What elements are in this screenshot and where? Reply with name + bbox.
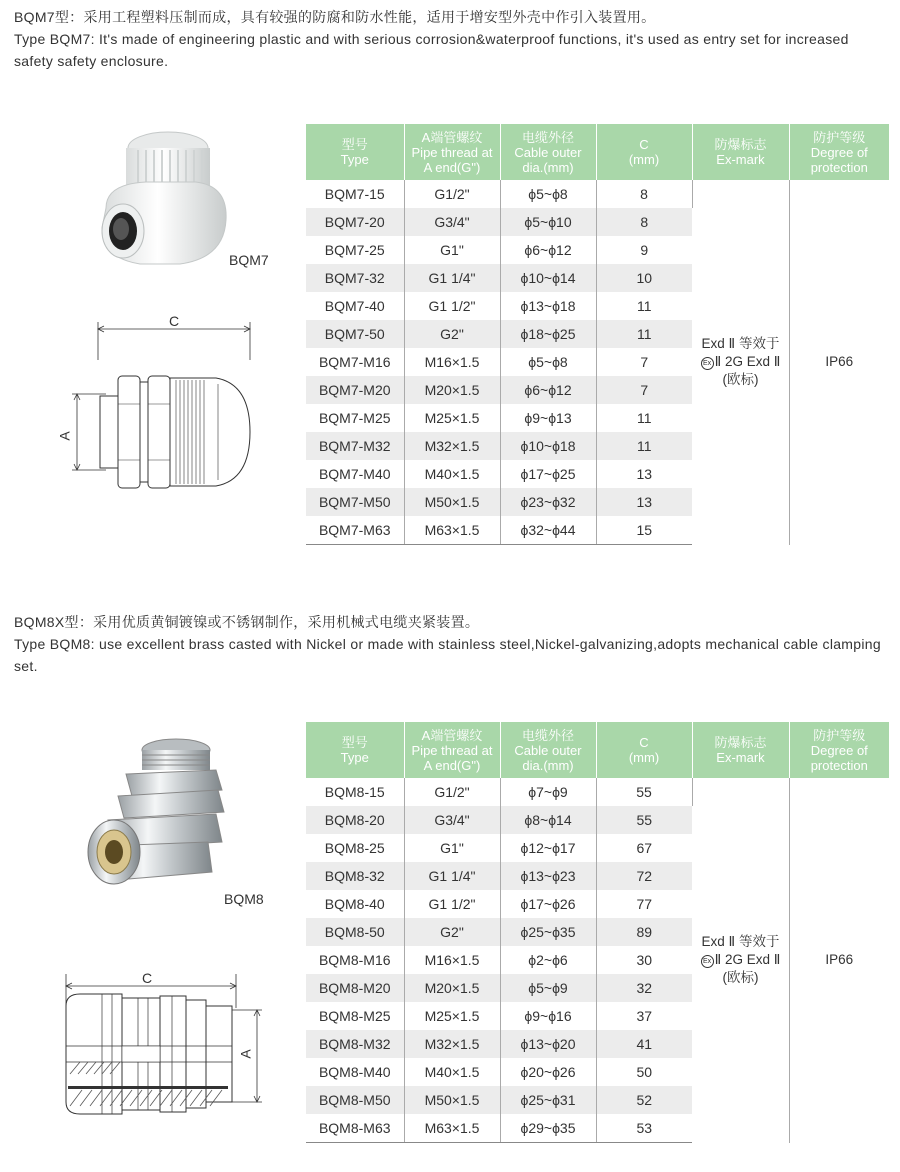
cell-type: BQM7-M16 — [306, 348, 404, 376]
cell-cable: ϕ6~ϕ12 — [500, 236, 596, 264]
cell-cable: ϕ6~ϕ12 — [500, 376, 596, 404]
header-type: 型号 Type — [306, 124, 404, 180]
cell-thread: G2" — [404, 320, 500, 348]
cell-type: BQM7-32 — [306, 264, 404, 292]
bqm8-product-image — [76, 734, 236, 894]
bqm8-intro-en: Type BQM8: use excellent brass casted with Nickel or made with stainless steel,Nickel-galvanizing,adopts mechanical cable clamping set. — [14, 636, 881, 674]
header-ex-mark: 防爆标志 Ex-mark — [692, 722, 789, 778]
cell-thread: M25×1.5 — [404, 404, 500, 432]
cell-c: 13 — [596, 488, 692, 516]
cell-cable: ϕ17~ϕ26 — [500, 890, 596, 918]
cell-c: 41 — [596, 1030, 692, 1058]
cell-thread: G1" — [404, 834, 500, 862]
cell-type: BQM7-M63 — [306, 516, 404, 545]
ex-mark-line3: (欧标) — [722, 372, 759, 388]
cell-c: 11 — [596, 432, 692, 460]
header-ex-mark: 防爆标志 Ex-mark — [692, 124, 789, 180]
cell-type: BQM8-M16 — [306, 946, 404, 974]
cell-c: 55 — [596, 806, 692, 834]
cell-cable: ϕ32~ϕ44 — [500, 516, 596, 545]
cell-cable: ϕ25~ϕ31 — [500, 1086, 596, 1114]
cell-c: 15 — [596, 516, 692, 545]
ex-mark-line2: Ex Ⅱ 2G Exd Ⅱ — [693, 951, 789, 969]
cell-thread: G3/4" — [404, 208, 500, 236]
cell-cable: ϕ25~ϕ35 — [500, 918, 596, 946]
cell-c: 11 — [636, 298, 652, 314]
cell-thread: M63×1.5 — [404, 1114, 500, 1143]
cell-cable: ϕ10~ϕ14 — [500, 264, 596, 292]
ex-mark-cell — [692, 180, 789, 545]
ex-mark-line3: (欧标) — [722, 970, 759, 986]
cell-c: 10 — [596, 264, 692, 292]
cell-cable: ϕ23~ϕ32 — [500, 488, 596, 516]
cell-type: BQM7-20 — [306, 208, 404, 236]
cell-thread: G1 1/4" — [404, 264, 500, 292]
cell-cable: ϕ9~ϕ16 — [500, 1002, 596, 1030]
ex-mark-line1: Exd Ⅱ 等效于 — [701, 934, 780, 950]
bqm7-spec-table — [306, 124, 889, 545]
cell-c: 9 — [640, 242, 649, 258]
cell-thread: M63×1.5 — [404, 516, 500, 545]
cell-type: BQM8-M40 — [306, 1058, 404, 1086]
ex-mark-cell — [692, 778, 789, 1143]
cell-cable: ϕ5~ϕ10 — [500, 208, 596, 236]
cell-cable: ϕ13~ϕ18 — [500, 292, 596, 320]
cell-type: BQM7-M50 — [306, 488, 404, 516]
cell-thread: G1/2" — [404, 778, 500, 806]
cell-c: 32 — [596, 974, 692, 1002]
bqm7-dim-a-label: A — [56, 431, 73, 441]
ex-mark-line2: Ex Ⅱ 2G Exd Ⅱ — [693, 353, 789, 371]
header-type: 型号 Type — [306, 722, 404, 778]
table-header-row — [306, 722, 889, 778]
cell-type: BQM8-15 — [306, 778, 404, 806]
header-cable-dia: 电缆外径 Cable outer dia.(mm) — [500, 124, 596, 180]
cell-type: BQM8-M50 — [306, 1086, 404, 1114]
cell-thread: G1 1/2" — [404, 890, 500, 918]
cell-cable: ϕ13~ϕ20 — [500, 1030, 596, 1058]
header-protection: 防护等级 Degree of protection — [789, 722, 889, 778]
cell-c: 11 — [636, 410, 652, 426]
cell-c: 72 — [596, 862, 692, 890]
bqm7-intro-cn: BQM7型：采用工程塑料压制而成，具有较强的防腐和防水性能，适用于增安型外壳中作引入装置用。 — [14, 9, 656, 25]
cell-cable: ϕ5~ϕ8 — [500, 348, 596, 376]
cell-thread: M32×1.5 — [404, 432, 500, 460]
cell-cable: ϕ5~ϕ8 — [500, 180, 596, 208]
cell-thread: G1 1/2" — [404, 292, 500, 320]
cell-thread: M20×1.5 — [404, 376, 500, 404]
cell-thread: M32×1.5 — [404, 1030, 500, 1058]
cell-c: 8 — [596, 180, 692, 208]
cell-c: 30 — [636, 952, 653, 968]
cell-type: BQM8-50 — [306, 918, 404, 946]
cell-c: 53 — [596, 1114, 692, 1143]
bqm7-intro — [14, 6, 886, 72]
cell-c: 77 — [636, 896, 653, 912]
bqm8-intro — [14, 611, 886, 677]
cell-c: 7 — [596, 376, 692, 404]
cell-cable: ϕ13~ϕ23 — [500, 862, 596, 890]
cell-cable: ϕ20~ϕ26 — [500, 1058, 596, 1086]
cell-thread: G3/4" — [404, 806, 500, 834]
cell-c: 11 — [596, 320, 692, 348]
cell-type: BQM7-15 — [306, 180, 404, 208]
cell-thread: M50×1.5 — [404, 1086, 500, 1114]
ex-mark-line1: Exd Ⅱ 等效于 — [701, 336, 780, 352]
cell-thread: M40×1.5 — [404, 460, 500, 488]
cell-cable: ϕ8~ϕ14 — [500, 806, 596, 834]
bqm7-dim-c-label: C — [169, 313, 180, 329]
cell-c: 89 — [596, 918, 692, 946]
cell-cable: ϕ29~ϕ35 — [500, 1114, 596, 1143]
table-row — [306, 778, 889, 806]
cell-thread: M25×1.5 — [404, 1002, 500, 1030]
cell-type: BQM8-M32 — [306, 1030, 404, 1058]
cell-type: BQM8-40 — [306, 890, 404, 918]
cell-thread: M50×1.5 — [404, 488, 500, 516]
cell-cable: ϕ17~ϕ25 — [500, 460, 596, 488]
cell-cable: ϕ18~ϕ25 — [500, 320, 596, 348]
table-row — [306, 180, 889, 208]
cell-type: BQM8-M25 — [306, 1002, 404, 1030]
cell-c: 13 — [636, 466, 653, 482]
cell-thread: G1 1/4" — [404, 862, 500, 890]
header-pipe-thread: A端管螺纹 Pipe thread at A end(G") — [404, 722, 500, 778]
cell-type: BQM8-20 — [306, 806, 404, 834]
bqm8-product-label: BQM8 — [224, 891, 264, 907]
cell-cable: ϕ2~ϕ6 — [500, 946, 596, 974]
cell-cable: ϕ9~ϕ13 — [500, 404, 596, 432]
ex-symbol-icon: Ex — [701, 357, 714, 370]
cell-c: 7 — [640, 354, 649, 370]
ex-symbol-icon: Ex — [701, 955, 714, 968]
header-cable-dia: 电缆外径 Cable outer dia.(mm) — [500, 722, 596, 778]
cell-cable: ϕ5~ϕ9 — [500, 974, 596, 1002]
bqm7-product-image — [88, 128, 238, 278]
header-pipe-thread: A端管螺纹 Pipe thread at A end(G") — [404, 124, 500, 180]
cell-c: 37 — [636, 1008, 653, 1024]
cell-c: 55 — [596, 778, 692, 806]
header-c: C (mm) — [596, 722, 692, 778]
bqm8-dimension-drawing — [52, 966, 268, 1122]
cell-type: BQM8-25 — [306, 834, 404, 862]
cell-thread: M40×1.5 — [404, 1058, 500, 1086]
cell-thread: M16×1.5 — [404, 348, 500, 376]
header-protection: 防护等级 Degree of protection — [789, 124, 889, 180]
cell-thread: M20×1.5 — [404, 974, 500, 1002]
cell-thread: G2" — [404, 918, 500, 946]
cell-type: BQM8-32 — [306, 862, 404, 890]
cell-c: 50 — [636, 1064, 653, 1080]
cell-c: 8 — [596, 208, 692, 236]
bqm8-dim-a-label: A — [237, 1049, 254, 1059]
cell-type: BQM7-M25 — [306, 404, 404, 432]
header-c: C (mm) — [596, 124, 692, 180]
bqm8-spec-table — [306, 722, 889, 1143]
cell-thread: G1/2" — [404, 180, 500, 208]
cell-type: BQM7-25 — [306, 236, 404, 264]
cell-thread: M16×1.5 — [404, 946, 500, 974]
cell-cable: ϕ10~ϕ18 — [500, 432, 596, 460]
bqm8-intro-cn: BQM8X型：采用优质黄铜镀镍或不锈钢制作，采用机械式电缆夹紧装置。 — [14, 614, 480, 630]
cell-cable: ϕ12~ϕ17 — [500, 834, 596, 862]
bqm7-dimension-drawing — [58, 312, 258, 492]
protection-cell: IP66 — [789, 778, 889, 1143]
cell-c: 67 — [636, 840, 653, 856]
cell-type: BQM8-M20 — [306, 974, 404, 1002]
cell-type: BQM8-M63 — [306, 1114, 404, 1143]
bqm7-intro-en: Type BQM7: It's made of engineering plastic and with serious corrosion&waterproof functions, it's used as entry set for increased safety safety enclosure. — [14, 31, 849, 69]
protection-cell: IP66 — [789, 180, 889, 545]
bqm7-product-label: BQM7 — [229, 252, 269, 268]
cell-type: BQM7-40 — [306, 292, 404, 320]
cell-cable: ϕ7~ϕ9 — [500, 778, 596, 806]
cell-type: BQM7-M20 — [306, 376, 404, 404]
cell-type: BQM7-M40 — [306, 460, 404, 488]
cell-type: BQM7-M32 — [306, 432, 404, 460]
bqm8-dim-c-label: C — [142, 970, 153, 986]
cell-type: BQM7-50 — [306, 320, 404, 348]
cell-c: 52 — [596, 1086, 692, 1114]
table-header-row — [306, 124, 889, 180]
cell-thread: G1" — [404, 236, 500, 264]
